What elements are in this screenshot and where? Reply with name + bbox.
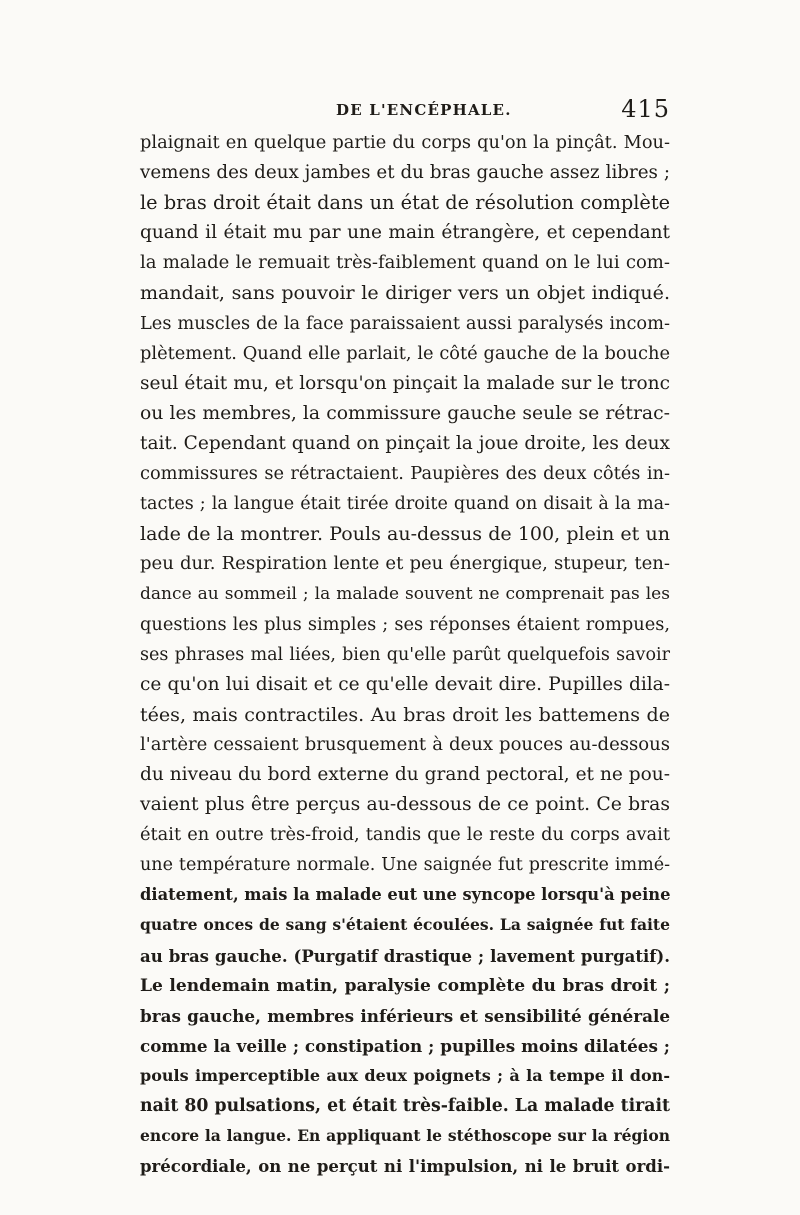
text-line: vemens des deux jambes et du bras gauche assez libres ; [140, 162, 670, 184]
text-line: tait. Cependant quand on pinçait la joue droite, les deux [140, 432, 670, 454]
text-line: ou les membres, la commissure gauche seule se rétrac- [140, 402, 670, 424]
text-line: Les muscles de la face paraissaient aussi paralysés incom- [140, 312, 670, 334]
text-line: était en outre très-froid, tandis que le reste du corps avait [140, 824, 670, 846]
text-line: quatre onces de sang s'étaient écoulées. La saignée fut faite [140, 915, 670, 935]
text-line: peu dur. Respiration lente et peu énergique, stupeur, ten- [140, 553, 670, 575]
text-line: plètement. Quand elle parlait, le côté gauche de la bouche [140, 342, 670, 364]
text-line: ce qu'on lui disait et ce qu'elle devait dire. Pupilles dila- [140, 673, 670, 695]
text-line: lade de la montrer. Pouls au-dessus de 100, plein et un [140, 523, 670, 546]
text-line: quand il était mu par une main étrangère, et cependant [140, 222, 670, 244]
text-line: comme la veille ; constipation ; pupilles moins dilatées ; [140, 1035, 670, 1056]
text-line: tactes ; la langue était tirée droite quand on disait à la ma- [140, 494, 670, 515]
text-line: questions les plus simples ; ses réponses étaient rompues, [140, 613, 670, 635]
text-line: tées, mais contractiles. Au bras droit les battemens de [140, 703, 670, 726]
text-line: l'artère cessaient brusquement à deux pouces au-dessous [140, 733, 670, 755]
text-line: une température normale. Une saignée fut prescrite immé- [140, 855, 670, 876]
text-line: pouls imperceptible aux deux poignets ; à la tempe il don- [140, 1065, 670, 1085]
text-line: mandait, sans pouvoir le diriger vers un objet indiqué. [140, 282, 670, 305]
text-line: la malade le remuait très-faiblement quand on le lui com- [140, 252, 670, 274]
page-number: 415 [621, 95, 670, 123]
text-line: précordiale, on ne perçut ni l'impulsion, ni le bruit ordi- [140, 1156, 670, 1177]
text-line: le bras droit était dans un état de résolution complète [140, 191, 670, 215]
text-line: nait 80 pulsations, et était très-faible. La malade tirait [140, 1096, 670, 1116]
text-line: commissures se rétractaient. Paupières des deux côtés in- [140, 463, 670, 485]
page-header [140, 95, 670, 125]
running-title: DE L'ENCÉPHALE. [336, 101, 512, 119]
text-line: du niveau du bord externe du grand pectoral, et ne pou- [140, 763, 670, 785]
text-line: dance au sommeil ; la malade souvent ne comprenait pas les [140, 584, 670, 605]
text-line: ses phrases mal liées, bien qu'elle parût quelquefois savoir [140, 644, 670, 665]
text-line: seul était mu, et lorsqu'on pinçait la malade sur le tronc [140, 372, 670, 394]
text-line: bras gauche, membres inférieurs et sensibilité générale [140, 1005, 670, 1026]
text-line: encore la langue. En appliquant le stéthoscope sur la région [140, 1126, 670, 1146]
text-line: Le lendemain matin, paralysie complète du bras droit ; [140, 975, 670, 996]
body-text [140, 128, 670, 1181]
text-line: diatement, mais la malade eut une syncope lorsqu'à peine [140, 885, 671, 905]
text-line: au bras gauche. (Purgatif drastique ; lavement purgatif). [140, 945, 670, 966]
text-line: vaient plus être perçus au-dessous de ce point. Ce bras [140, 794, 670, 816]
text-line: plaignait en quelque partie du corps qu'on la pinçât. Mou- [140, 132, 670, 153]
